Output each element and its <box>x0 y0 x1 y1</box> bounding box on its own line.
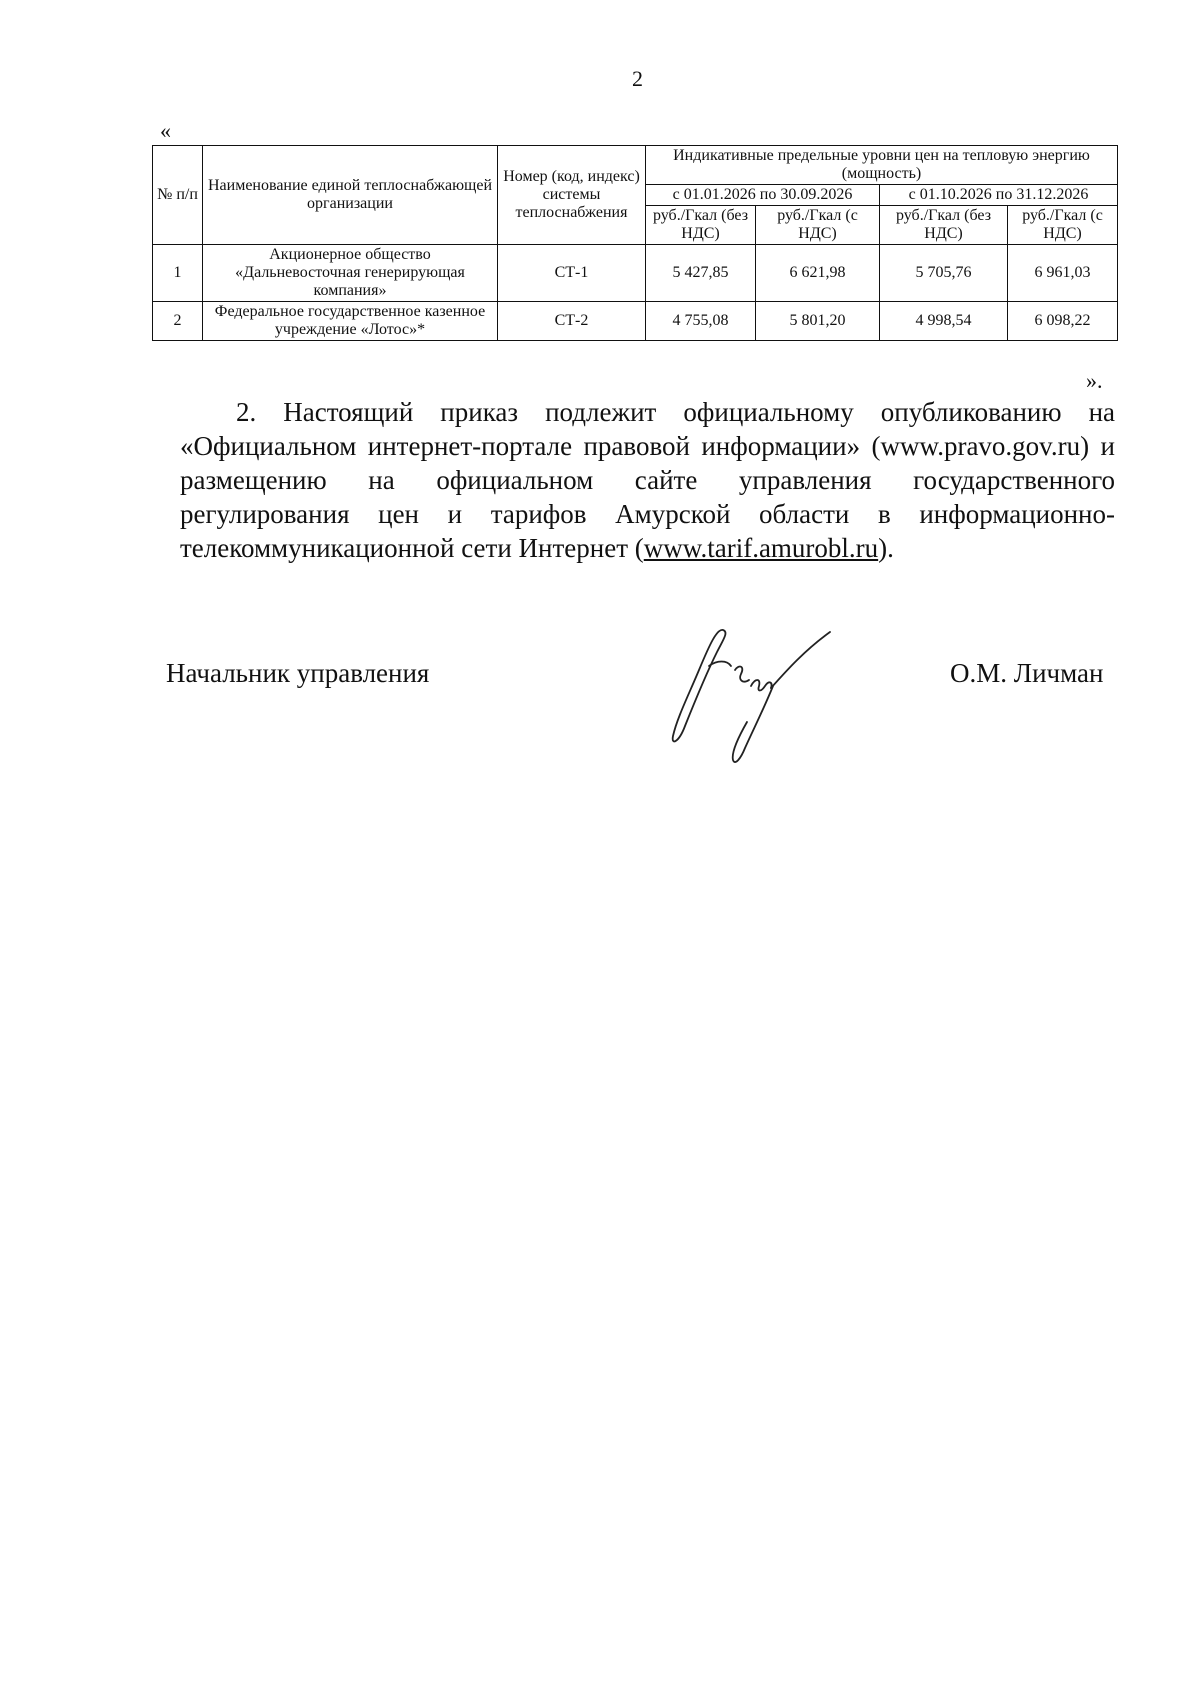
row-price-p1-vat: 5 801,20 <box>756 302 880 341</box>
row-organization: Акционерное общество «Дальневосточная генерирующая компания» <box>203 245 498 302</box>
row-price-p2-no-vat: 5 705,76 <box>880 245 1008 302</box>
row-system-number: СТ-1 <box>498 245 646 302</box>
page-number: 2 <box>632 66 643 91</box>
header-indicative-prices: Индикативные предельные уровни цен на тепловую энергию (мощность) <box>646 146 1118 185</box>
header-organization: Наименование единой теплоснабжающей организации <box>203 146 498 245</box>
opening-quote: « <box>160 118 171 143</box>
row-num: 2 <box>153 302 203 341</box>
row-price-p1-no-vat: 5 427,85 <box>646 245 756 302</box>
header-period-1: с 01.01.2026 по 30.09.2026 <box>646 185 880 206</box>
paragraph-tail: ). <box>878 533 894 563</box>
header-system-number: Номер (код, индекс) системы теплоснабжения <box>498 146 646 245</box>
row-organization: Федеральное государственное казенное учреждение «Лотос»* <box>203 302 498 341</box>
row-price-p1-no-vat: 4 755,08 <box>646 302 756 341</box>
row-price-p2-no-vat: 4 998,54 <box>880 302 1008 341</box>
signer-name: О.М. Личман <box>950 658 1104 688</box>
header-unit-no-vat: руб./Гкал (без НДС) <box>646 206 756 245</box>
price-table <box>152 145 1118 341</box>
header-unit-vat: руб./Гкал (с НДС) <box>756 206 880 245</box>
row-num: 1 <box>153 245 203 302</box>
publication-paragraph <box>180 395 1115 565</box>
header-unit-no-vat: руб./Гкал (без НДС) <box>880 206 1008 245</box>
table-row <box>153 302 1118 341</box>
row-price-p2-vat: 6 098,22 <box>1008 302 1118 341</box>
signer-position: Начальник управления <box>166 658 430 688</box>
signature-image <box>665 626 840 768</box>
row-price-p2-vat: 6 961,03 <box>1008 245 1118 302</box>
row-price-p1-vat: 6 621,98 <box>756 245 880 302</box>
header-num: № п/п <box>153 146 203 245</box>
header-period-2: с 01.10.2026 по 31.12.2026 <box>880 185 1118 206</box>
closing-quote: ». <box>1086 368 1103 393</box>
row-system-number: СТ-2 <box>498 302 646 341</box>
tarif-website-link[interactable]: www.tarif.amurobl.ru <box>643 533 879 563</box>
paragraph-text: 2. Настоящий приказ подлежит официальному опубликованию на «Официальном интернет-портале правовой информации» (www.pravo.gov.ru) и размещению на официальном сайте управления государственного регулирования цен и тарифов Амурской области в информационно-телекоммуникационной сети Интернет ( <box>180 397 1115 563</box>
table-row <box>153 245 1118 302</box>
header-unit-vat: руб./Гкал (с НДС) <box>1008 206 1118 245</box>
